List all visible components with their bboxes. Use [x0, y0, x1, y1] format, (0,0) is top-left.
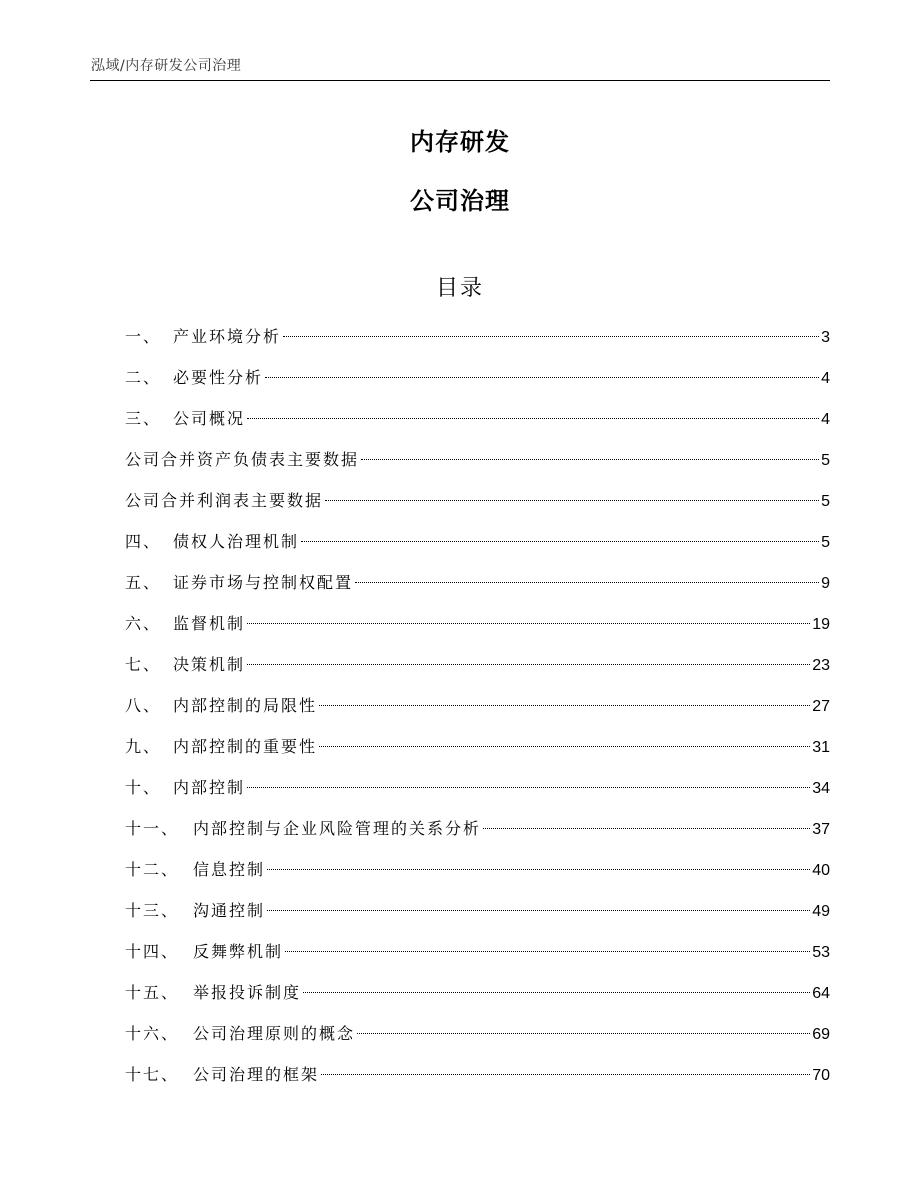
- toc-entry-title: [125, 1020, 355, 1048]
- toc-entry[interactable]: [125, 610, 830, 651]
- toc-entry-number: 七、: [125, 655, 162, 674]
- toc-heading: 目录: [435, 276, 484, 301]
- toc-dot-leader: [321, 1074, 810, 1075]
- toc-dot-leader: [301, 541, 819, 542]
- toc-entry[interactable]: [125, 569, 830, 610]
- toc-entry[interactable]: [125, 815, 830, 856]
- toc-entry-number: 十三、: [125, 901, 180, 920]
- toc-dot-leader: [247, 418, 819, 419]
- table-of-contents: [125, 323, 830, 1102]
- toc-entry-number: 十、: [125, 778, 162, 797]
- toc-entry[interactable]: [125, 897, 830, 938]
- toc-entry-label: 内部控制与企业风险管理的关系分析: [193, 819, 482, 838]
- toc-entry[interactable]: [125, 774, 830, 815]
- toc-entry-label: 沟通控制: [193, 901, 266, 920]
- toc-entry-page-number: 5: [821, 493, 830, 510]
- toc-entry-label: 举报投诉制度: [193, 983, 302, 1002]
- toc-entry-label: 内部控制的局限性: [173, 696, 318, 715]
- toc-entry-number: 六、: [125, 614, 162, 633]
- header-divider: [90, 80, 830, 81]
- toc-entry-label: 公司治理原则的概念: [193, 1024, 356, 1043]
- toc-entry-page-number: 49: [812, 903, 830, 920]
- toc-entry-page-number: 4: [821, 370, 830, 387]
- toc-entry[interactable]: [125, 528, 830, 569]
- toc-entry-page-number: 40: [812, 862, 830, 879]
- toc-entry-page-number: 70: [812, 1067, 830, 1084]
- toc-dot-leader: [265, 377, 819, 378]
- toc-dot-leader: [325, 500, 819, 501]
- toc-entry-label: 公司合并资产负债表主要数据: [125, 450, 360, 469]
- toc-entry-page-number: 53: [812, 944, 830, 961]
- toc-entry-title: [125, 733, 317, 761]
- toc-entry-label: 反舞弊机制: [193, 942, 284, 961]
- document-title-line-1: 内存研发: [410, 128, 510, 156]
- document-title-line-2: 公司治理: [410, 187, 510, 215]
- toc-entry[interactable]: [125, 487, 830, 528]
- toc-dot-leader: [267, 869, 810, 870]
- toc-entry-title: [125, 569, 353, 597]
- toc-dot-leader: [361, 459, 819, 460]
- toc-entry-title: [125, 405, 245, 433]
- toc-entry-number: 三、: [125, 409, 162, 428]
- toc-entry[interactable]: [125, 979, 830, 1020]
- toc-entry-label: 内部控制: [173, 778, 246, 797]
- toc-entry-title: [125, 528, 299, 556]
- toc-dot-leader: [319, 705, 810, 706]
- toc-entry[interactable]: [125, 323, 830, 364]
- toc-entry-page-number: 5: [821, 452, 830, 469]
- toc-entry-title: [125, 323, 281, 351]
- toc-dot-leader: [355, 582, 819, 583]
- toc-entry-number: 八、: [125, 696, 162, 715]
- toc-dot-leader: [247, 664, 810, 665]
- toc-dot-leader: [319, 746, 810, 747]
- toc-entry[interactable]: [125, 938, 830, 979]
- toc-entry-number: 一、: [125, 327, 162, 346]
- toc-entry-page-number: 23: [812, 657, 830, 674]
- toc-entry-number: 十七、: [125, 1065, 180, 1084]
- toc-entry-page-number: 31: [812, 739, 830, 756]
- toc-dot-leader: [357, 1033, 810, 1034]
- toc-entry[interactable]: [125, 692, 830, 733]
- toc-dot-leader: [267, 910, 810, 911]
- toc-entry[interactable]: [125, 1020, 830, 1061]
- toc-dot-leader: [283, 336, 819, 337]
- toc-entry[interactable]: [125, 405, 830, 446]
- toc-dot-leader: [247, 623, 810, 624]
- toc-dot-leader: [247, 787, 810, 788]
- toc-entry-label: 证券市场与控制权配置: [173, 573, 354, 592]
- toc-entry-label: 信息控制: [193, 860, 266, 879]
- toc-entry-number: 二、: [125, 368, 162, 387]
- toc-entry-label: 产业环境分析: [173, 327, 282, 346]
- running-header: 泓域/内存研发公司治理: [91, 58, 242, 74]
- toc-entry-page-number: 64: [812, 985, 830, 1002]
- toc-entry[interactable]: [125, 856, 830, 897]
- toc-entry-page-number: 69: [812, 1026, 830, 1043]
- toc-dot-leader: [285, 951, 810, 952]
- toc-entry-page-number: 34: [812, 780, 830, 797]
- toc-entry-label: 内部控制的重要性: [173, 737, 318, 756]
- toc-entry-label: 债权人治理机制: [173, 532, 300, 551]
- toc-entry[interactable]: [125, 651, 830, 692]
- toc-entry-title: [125, 610, 245, 638]
- toc-entry-label: 决策机制: [173, 655, 246, 674]
- toc-entry-title: [125, 815, 481, 843]
- toc-entry-label: 必要性分析: [173, 368, 264, 387]
- toc-entry-title: [125, 938, 283, 966]
- toc-entry-title: [125, 446, 359, 474]
- toc-entry-title: [125, 364, 263, 392]
- toc-entry-number: 十五、: [125, 983, 180, 1002]
- toc-entry-title: [125, 897, 265, 925]
- toc-entry[interactable]: [125, 1061, 830, 1102]
- toc-entry-title: [125, 774, 245, 802]
- toc-entry-title: [125, 692, 317, 720]
- toc-entry-title: [125, 651, 245, 679]
- toc-entry[interactable]: [125, 733, 830, 774]
- toc-entry-page-number: 9: [821, 575, 830, 592]
- toc-entry-label: 监督机制: [173, 614, 246, 633]
- toc-entry-page-number: 37: [812, 821, 830, 838]
- toc-entry-number: 五、: [125, 573, 162, 592]
- toc-entry-page-number: 27: [812, 698, 830, 715]
- toc-entry[interactable]: [125, 364, 830, 405]
- toc-entry-page-number: 4: [821, 411, 830, 428]
- toc-entry-page-number: 5: [821, 534, 830, 551]
- toc-entry-title: [125, 979, 301, 1007]
- toc-dot-leader: [483, 828, 810, 829]
- toc-entry-title: [125, 1061, 319, 1089]
- toc-entry-title: [125, 487, 323, 515]
- toc-entry-page-number: 19: [812, 616, 830, 633]
- toc-dot-leader: [303, 992, 810, 993]
- toc-entry-number: 十四、: [125, 942, 180, 961]
- toc-entry-title: [125, 856, 265, 884]
- toc-entry-number: 十一、: [125, 819, 180, 838]
- toc-entry[interactable]: [125, 446, 830, 487]
- toc-entry-label: 公司治理的框架: [193, 1065, 320, 1084]
- toc-entry-page-number: 3: [821, 329, 830, 346]
- toc-entry-number: 十二、: [125, 860, 180, 879]
- toc-entry-number: 九、: [125, 737, 162, 756]
- toc-entry-label: 公司合并利润表主要数据: [125, 491, 324, 510]
- toc-entry-label: 公司概况: [173, 409, 246, 428]
- toc-entry-number: 四、: [125, 532, 162, 551]
- toc-entry-number: 十六、: [125, 1024, 180, 1043]
